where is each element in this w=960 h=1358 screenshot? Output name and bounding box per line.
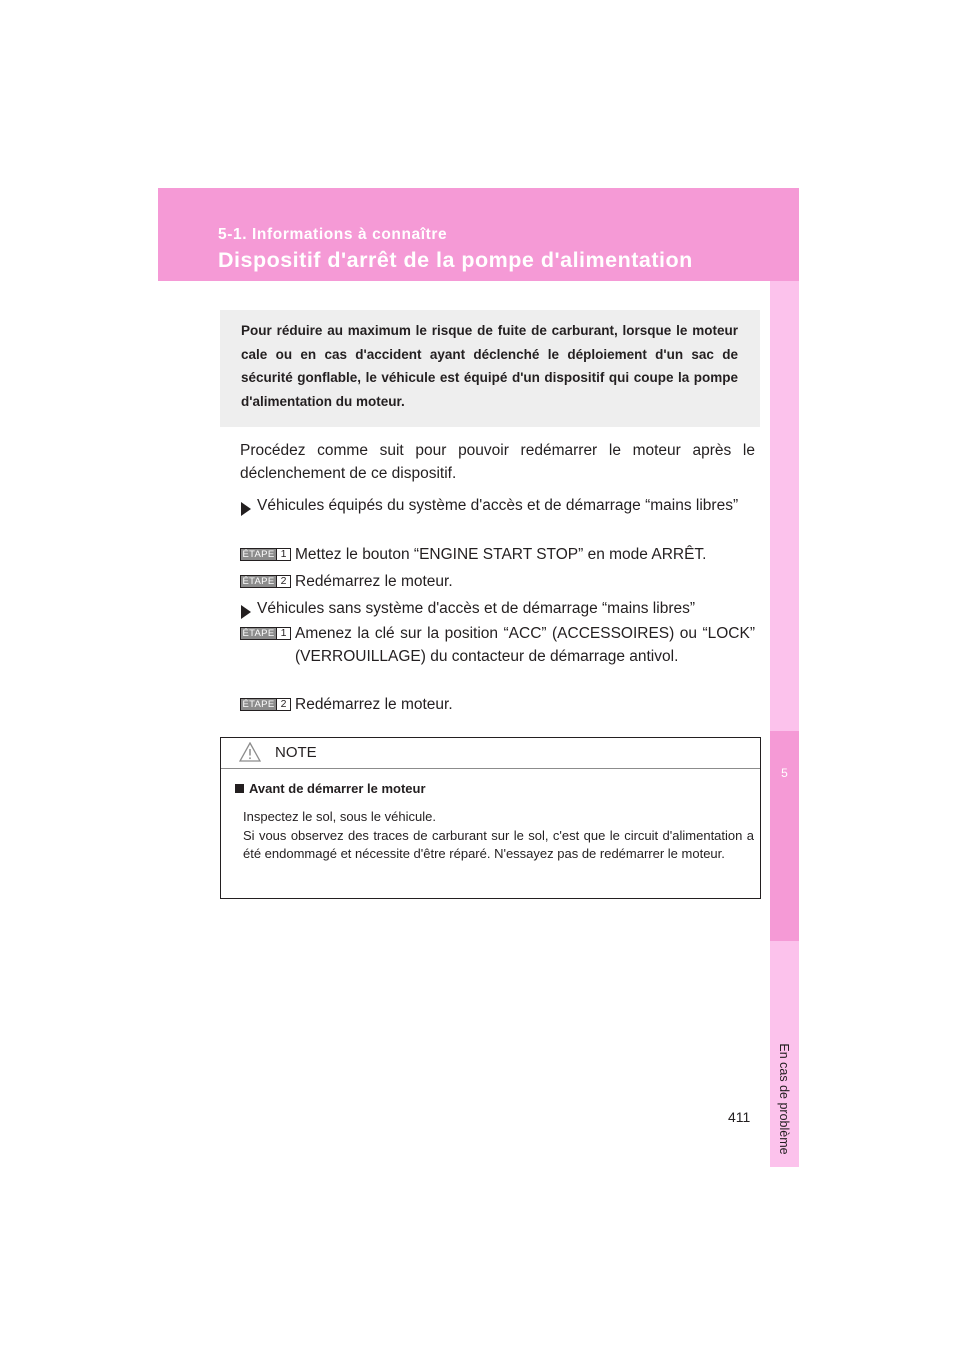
warning-icon [239, 742, 261, 762]
chapter-label: En cas de problème [777, 1043, 791, 1155]
step-text: Mettez le bouton “ENGINE START STOP” en mode ARRÊT. [295, 546, 707, 563]
step-text: Redémarrez le moteur. [295, 573, 453, 590]
note-subheading-text: Avant de démarrer le moteur [249, 781, 426, 796]
square-bullet-icon [235, 784, 244, 793]
step-label: ÉTAPE [242, 699, 275, 710]
arrow-bullet-icon [241, 605, 251, 619]
group-heading: Véhicules sans système d'accès et de démarrage “mains libres” [257, 600, 696, 617]
arrow-bullet-icon [241, 502, 251, 516]
step-badge [240, 627, 291, 640]
note-header [221, 738, 760, 769]
step-label: ÉTAPE [242, 549, 275, 560]
body-paragraph: Procédez comme suit pour pouvoir redémarrer le moteur après le déclenchement de ce dispositif. [240, 442, 755, 482]
note-label: NOTE [275, 744, 317, 761]
note-subheading [235, 781, 426, 796]
step-number: 2 [276, 576, 290, 587]
step-number: 1 [276, 549, 290, 560]
group-heading: Véhicules équipés du système d'accès et de démarrage “mains libres” [257, 497, 739, 514]
section-label: 5-1. Informations à connaître [218, 226, 448, 243]
step-badge [240, 575, 291, 588]
header-band [158, 188, 799, 281]
chapter-tab-active [770, 731, 799, 941]
step-badge [240, 548, 291, 561]
note-body: Inspectez le sol, sous le véhicule. Si vous observez des traces de carburant sur le sol, c'est que le circuit d'alimentation a été endommagé et nécessite d'être réparé. N'essayez pas de redémarrer le moteur. [243, 809, 754, 861]
page-number: 411 [728, 1109, 751, 1125]
note-box [220, 737, 761, 899]
step-number: 2 [276, 699, 290, 710]
chapter-side-tab [770, 281, 799, 1167]
chapter-number: 5 [781, 766, 788, 780]
step-text: Amenez la clé sur la position “ACC” (ACCESSOIRES) ou “LOCK” (VERROUILLAGE) du contacteur de démarrage antivol. [295, 625, 755, 665]
page-title: Dispositif d'arrêt de la pompe d'alimentation [218, 248, 693, 272]
step-badge [240, 698, 291, 711]
intro-box [220, 310, 760, 427]
step-label: ÉTAPE [242, 628, 275, 639]
step-number: 1 [276, 628, 290, 639]
step-label: ÉTAPE [242, 576, 275, 587]
intro-text: Pour réduire au maximum le risque de fuite de carburant, lorsque le moteur cale ou en cas d'accident ayant déclenché le déploiement d'un sac de sécurité gonflable, le véhicule est équipé d'un dispositif qui coupe la pompe d'alimentation du moteur. [241, 323, 738, 410]
step-text: Redémarrez le moteur. [295, 696, 453, 713]
